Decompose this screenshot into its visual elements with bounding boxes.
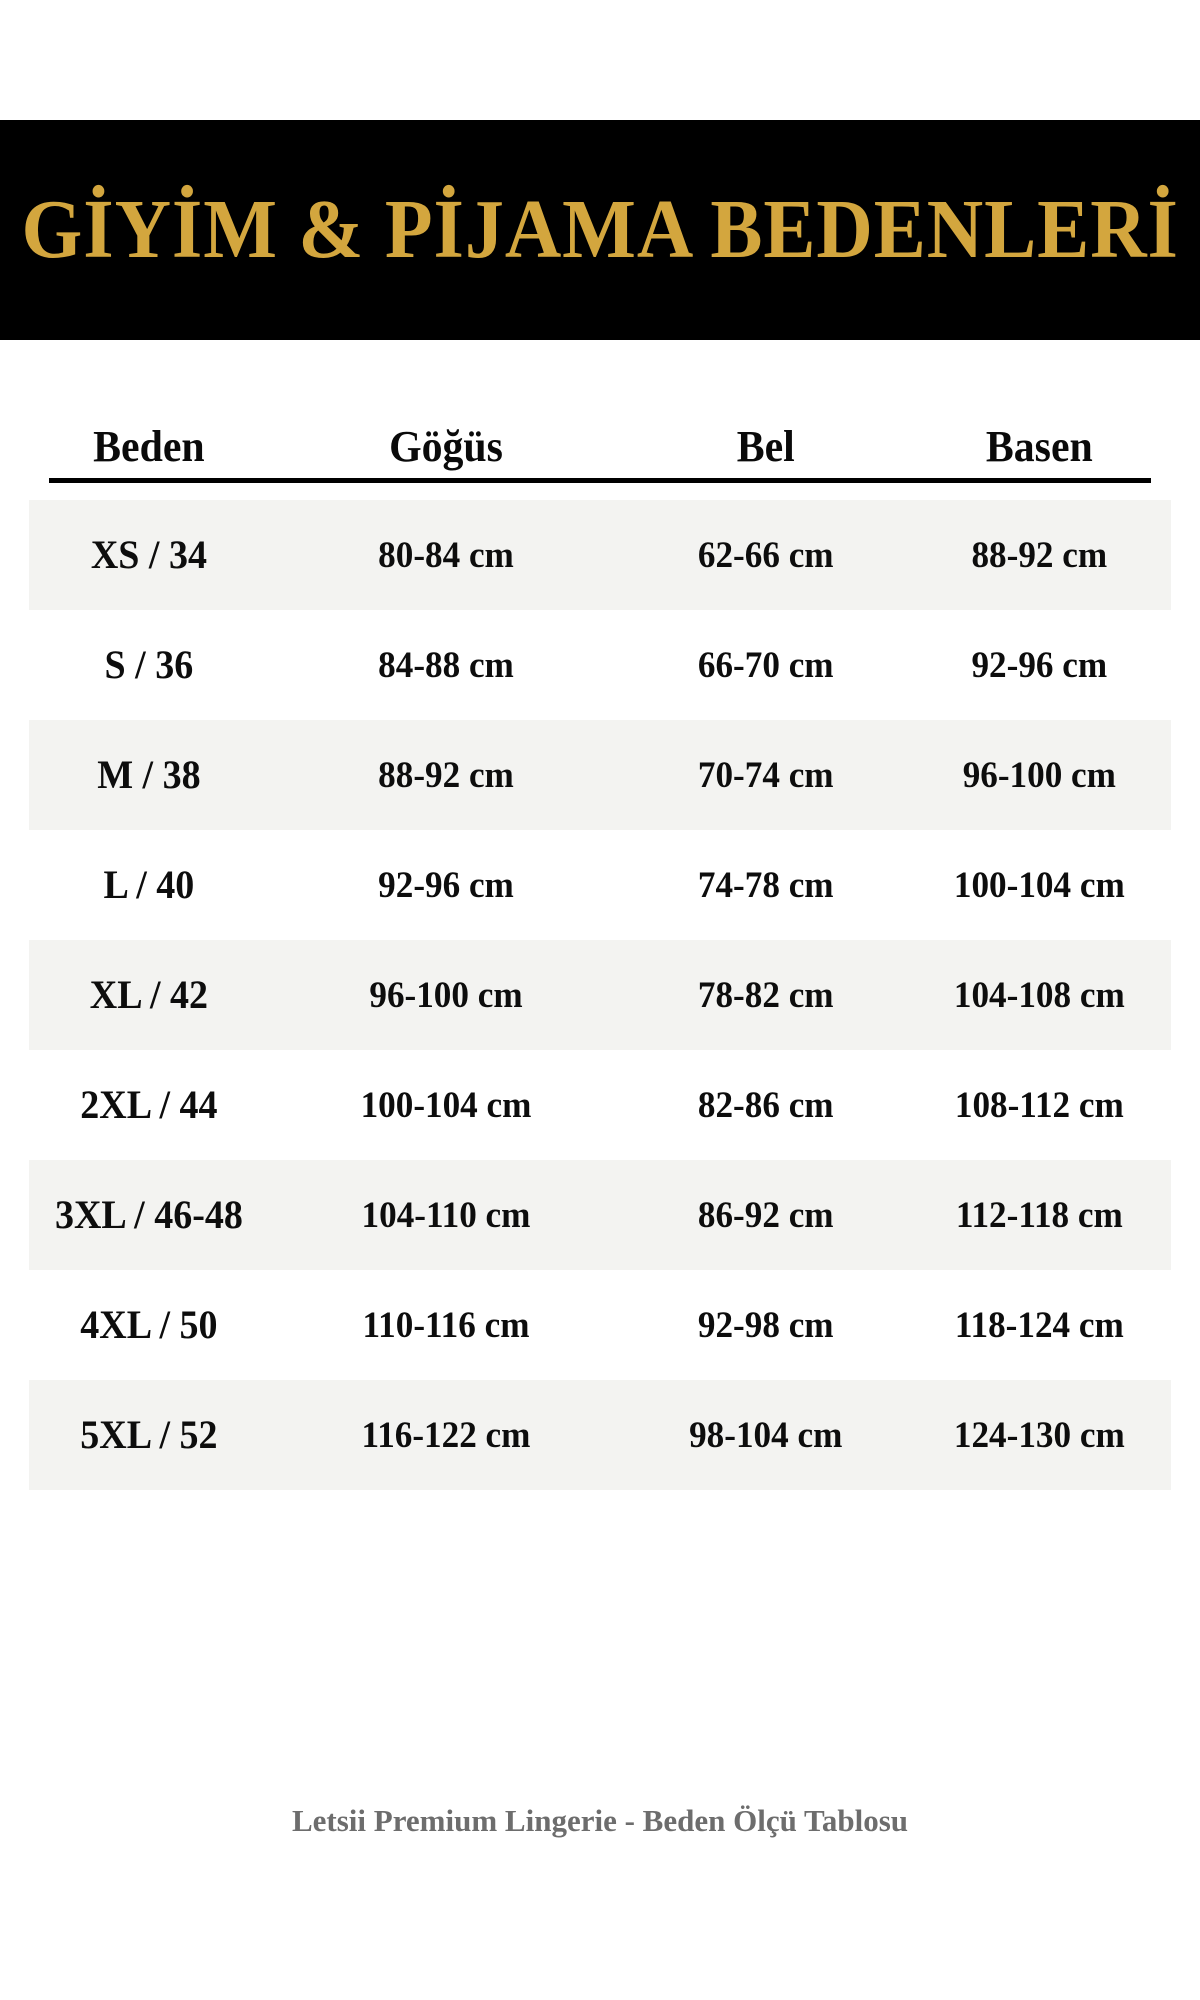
size-cell: S / 36 (104, 642, 194, 687)
waist-cell: 70-74 cm (697, 754, 834, 796)
size-cell: XL / 42 (89, 972, 209, 1017)
table-row (29, 830, 1171, 940)
size-cell: L / 40 (103, 862, 195, 907)
hip-cell: 104-108 cm (954, 974, 1126, 1016)
hip-cell: 124-130 cm (954, 1414, 1126, 1456)
page-title: GİYİM & PİJAMA BEDENLERİ (21, 183, 1179, 276)
hip-cell: 118-124 cm (955, 1304, 1125, 1346)
column-header-gogus: Göğüs (388, 422, 503, 471)
waist-cell: 62-66 cm (697, 534, 834, 576)
size-table (29, 420, 1171, 1490)
waist-cell: 82-86 cm (697, 1084, 834, 1126)
hip-cell: 108-112 cm (955, 1084, 1125, 1126)
size-cell: XS / 34 (90, 532, 207, 577)
waist-cell: 92-98 cm (697, 1304, 834, 1346)
table-row (29, 1270, 1171, 1380)
table-row (29, 1160, 1171, 1270)
chest-cell: 100-104 cm (360, 1084, 532, 1126)
header-gap (29, 483, 1171, 500)
title-banner (0, 120, 1200, 340)
hip-cell: 100-104 cm (954, 864, 1126, 906)
table-body (29, 500, 1171, 1490)
hip-cell: 112-118 cm (956, 1194, 1124, 1236)
size-cell: 2XL / 44 (80, 1082, 218, 1127)
hip-cell: 88-92 cm (971, 534, 1108, 576)
waist-cell: 66-70 cm (697, 644, 834, 686)
waist-cell: 86-92 cm (697, 1194, 834, 1236)
size-cell: 5XL / 52 (80, 1412, 218, 1457)
hip-cell: 92-96 cm (971, 644, 1108, 686)
chest-cell: 96-100 cm (369, 974, 523, 1016)
size-cell: 4XL / 50 (80, 1302, 218, 1347)
table-row (29, 1050, 1171, 1160)
size-cell: 3XL / 46-48 (54, 1192, 243, 1237)
chest-cell: 116-122 cm (361, 1414, 531, 1456)
hip-cell: 96-100 cm (963, 754, 1117, 796)
waist-cell: 98-104 cm (688, 1414, 843, 1456)
table-row (29, 610, 1171, 720)
waist-cell: 74-78 cm (697, 864, 834, 906)
size-cell: M / 38 (97, 752, 201, 797)
column-header-basen: Basen (986, 422, 1094, 471)
chest-cell: 88-92 cm (377, 754, 514, 796)
column-header-beden: Beden (93, 422, 205, 471)
column-header-bel: Bel (736, 422, 795, 471)
table-row (29, 940, 1171, 1050)
chest-cell: 84-88 cm (377, 644, 514, 686)
waist-cell: 78-82 cm (697, 974, 834, 1016)
table-header-row (29, 420, 1171, 478)
chest-cell: 92-96 cm (377, 864, 514, 906)
table-row (29, 720, 1171, 830)
chest-cell: 104-110 cm (361, 1194, 531, 1236)
chest-cell: 110-116 cm (362, 1304, 530, 1346)
table-row (29, 1380, 1171, 1490)
footer-caption: Letsii Premium Lingerie - Beden Ölçü Tablosu (291, 1803, 909, 1838)
chest-cell: 80-84 cm (377, 534, 514, 576)
table-row (29, 500, 1171, 610)
